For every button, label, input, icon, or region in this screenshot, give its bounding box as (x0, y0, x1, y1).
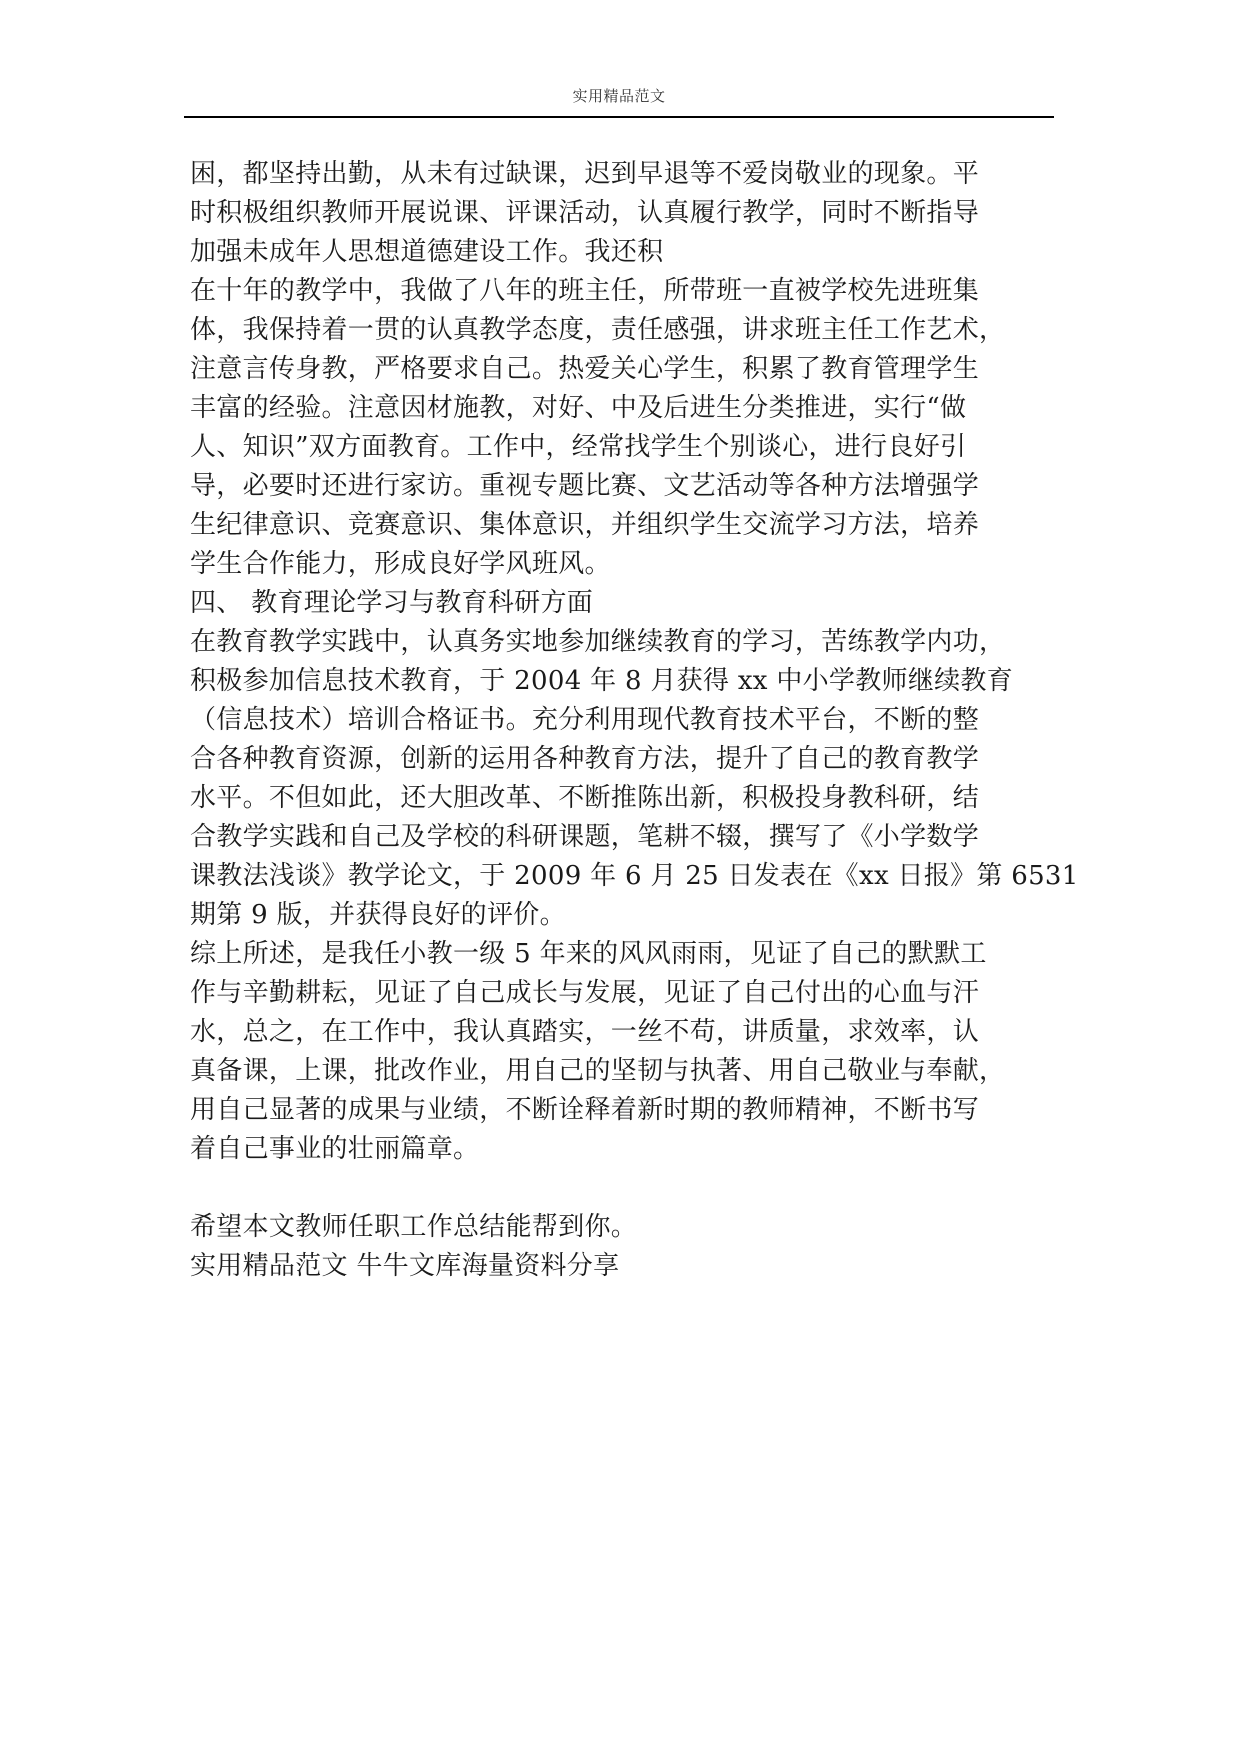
paragraph-line: 人、知识”双方面教育。工作中，经常找学生个别谈心，进行良好引 (190, 432, 967, 462)
paragraph-line: 加强未成年人思想道德建设工作。我还积 (190, 237, 664, 267)
paragraph-line: 课教法浅谈》教学论文，于 2009 年 6 月 25 日发表在《xx 日报》第 6531 (190, 861, 1079, 891)
paragraph-line: 在教育教学实践中，认真务实地参加继续教育的学习，苦练教学内功， (190, 627, 1006, 657)
paragraph-line: 丰富的经验。注意因材施教，对好、中及后进生分类推进，实行“做 (190, 393, 967, 423)
header-title: 实用精品范文 (572, 87, 666, 105)
closing-footer: 实用精品范文 牛牛文库海量资料分享 (190, 1251, 620, 1281)
closing-hope: 希望本文教师任职工作总结能帮到你。 (190, 1212, 638, 1242)
paragraph-line: 注意言传身教，严格要求自己。热爱关心学生，积累了教育管理学生 (190, 354, 980, 384)
paragraph-line: 导，必要时还进行家访。重视专题比赛、文艺活动等各种方法增强学 (190, 471, 980, 501)
section-heading: 四、 教育理论学习与教育科研方面 (190, 588, 594, 618)
blank-line (190, 1169, 1050, 1208)
document-body (190, 155, 1079, 1286)
paragraph-line: 合各种教育资源，创新的运用各种教育方法，提升了自己的教育教学 (190, 744, 980, 774)
paragraph-line: 水，总之，在工作中，我认真踏实，一丝不苟，讲质量，求效率，认 (190, 1017, 980, 1047)
paragraph-line: 真备课，上课，批改作业，用自己的坚韧与执著、用自己敬业与奉献， (190, 1056, 1006, 1086)
paragraph-line: 生纪律意识、竞赛意识、集体意识，并组织学生交流学习方法，培养 (190, 510, 980, 540)
paragraph-line: 积极参加信息技术教育，于 2004 年 8 月获得 xx 中小学教师继续教育 (190, 666, 1014, 696)
paragraph-line: 时积极组织教师开展说课、评课活动，认真履行教学，同时不断指导 (190, 198, 980, 228)
paragraph-line: 水平。不但如此，还大胆改革、不断推陈出新，积极投身教科研，结 (190, 783, 980, 813)
page-header (184, 86, 1054, 118)
paragraph-line: （信息技术）培训合格证书。充分利用现代教育技术平台，不断的整 (190, 705, 980, 735)
paragraph-line: 综上所述，是我任小教一级 5 年来的风风雨雨，见证了自己的默默工 (190, 939, 987, 969)
paragraph-line: 作与辛勤耕耘，见证了自己成长与发展，见证了自己付出的心血与汗 (190, 978, 980, 1008)
paragraph-line: 着自己事业的壮丽篇章。 (190, 1134, 480, 1164)
paragraph-line: 合教学实践和自己及学校的科研课题，笔耕不辍，撰写了《小学数学 (190, 822, 980, 852)
paragraph-line: 在十年的教学中，我做了八年的班主任，所带班一直被学校先进班集 (190, 276, 980, 306)
paragraph-line: 困，都坚持出勤，从未有过缺课，迟到早退等不爱岗敬业的现象。平 (190, 159, 980, 189)
paragraph-line: 学生合作能力，形成良好学风班风。 (190, 549, 611, 579)
paragraph-line: 用自己显著的成果与业绩，不断诠释着新时期的教师精神，不断书写 (190, 1095, 980, 1125)
paragraph-line: 体，我保持着一贯的认真教学态度，责任感强，讲求班主任工作艺术， (190, 315, 1006, 345)
paragraph-line: 期第 9 版，并获得良好的评价。 (190, 900, 566, 930)
